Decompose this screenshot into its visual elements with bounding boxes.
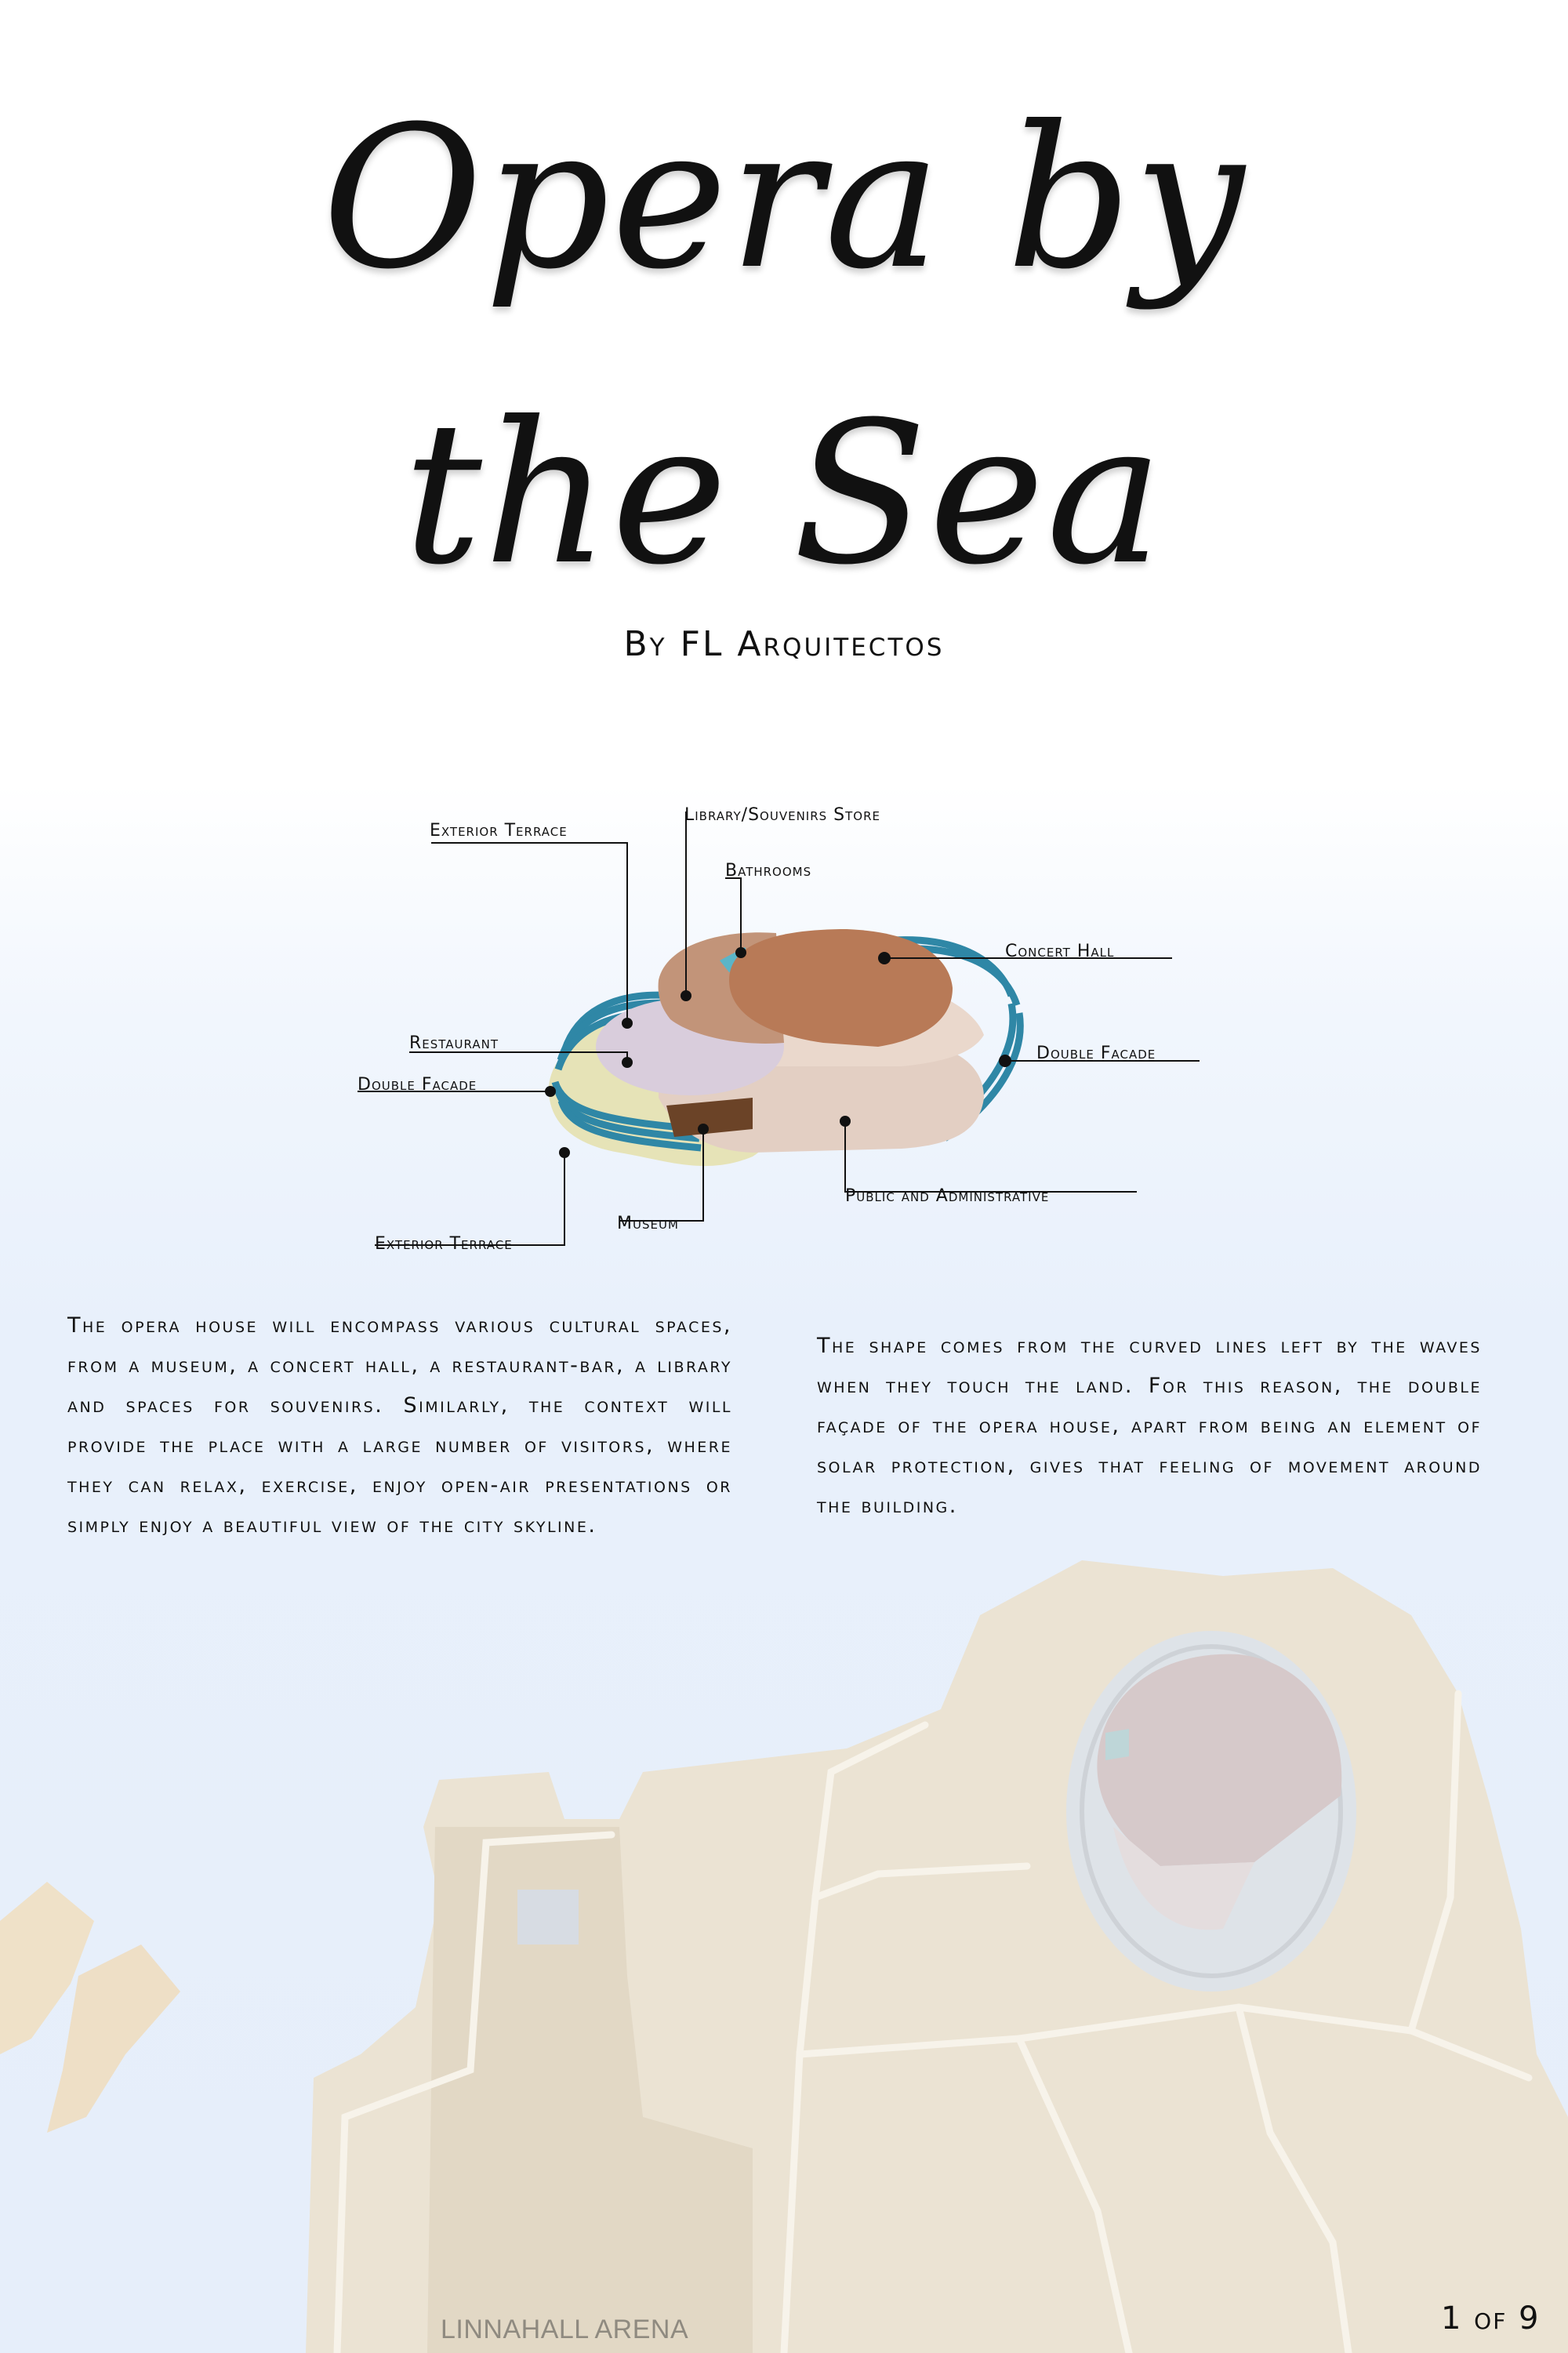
label-bathrooms: Bathrooms: [725, 861, 812, 881]
label-double-facade-right: Double Facade: [1036, 1044, 1156, 1063]
map-label: LINNAHALL ARENA: [441, 2315, 689, 2344]
title-line-1: Opera by: [321, 84, 1247, 312]
label-museum: Museum: [617, 1214, 679, 1233]
description-right: The shape comes from the curved lines left by the waves when they touch the land. For this reason, the double façade of the opera house, apart from being an element of solar protection, gives that feeling of movement around the building.: [817, 1334, 1482, 1518]
label-double-facade-left: Double Facade: [358, 1075, 477, 1095]
label-restaurant: Restaurant: [409, 1033, 499, 1053]
label-exterior-terrace-bottom: Exterior Terrace: [375, 1234, 513, 1254]
label-concert-hall: Concert Hall: [1005, 942, 1115, 961]
description-left: The opera house will encompass various cultural spaces, from a museum, a concert hall, a restaurant-bar, a library and spaces for souvenirs. Similarly, the context will provide the place with a large number of visitors, where they can relax, exercise, enjoy open-air presentations or simply enjoy a beautiful view of the city skyline.: [67, 1313, 732, 1538]
subtitle: By FL Arquitectos: [623, 624, 945, 664]
opera-top-view: [1066, 1631, 1356, 1992]
page-number: 1 of 9: [1441, 2300, 1541, 2337]
label-public-admin: Public and Administrative: [845, 1186, 1050, 1206]
title-line-2: the Sea: [403, 379, 1165, 608]
label-library: Library/Souvenirs Store: [684, 805, 880, 825]
label-exterior-terrace-top: Exterior Terrace: [430, 821, 568, 841]
